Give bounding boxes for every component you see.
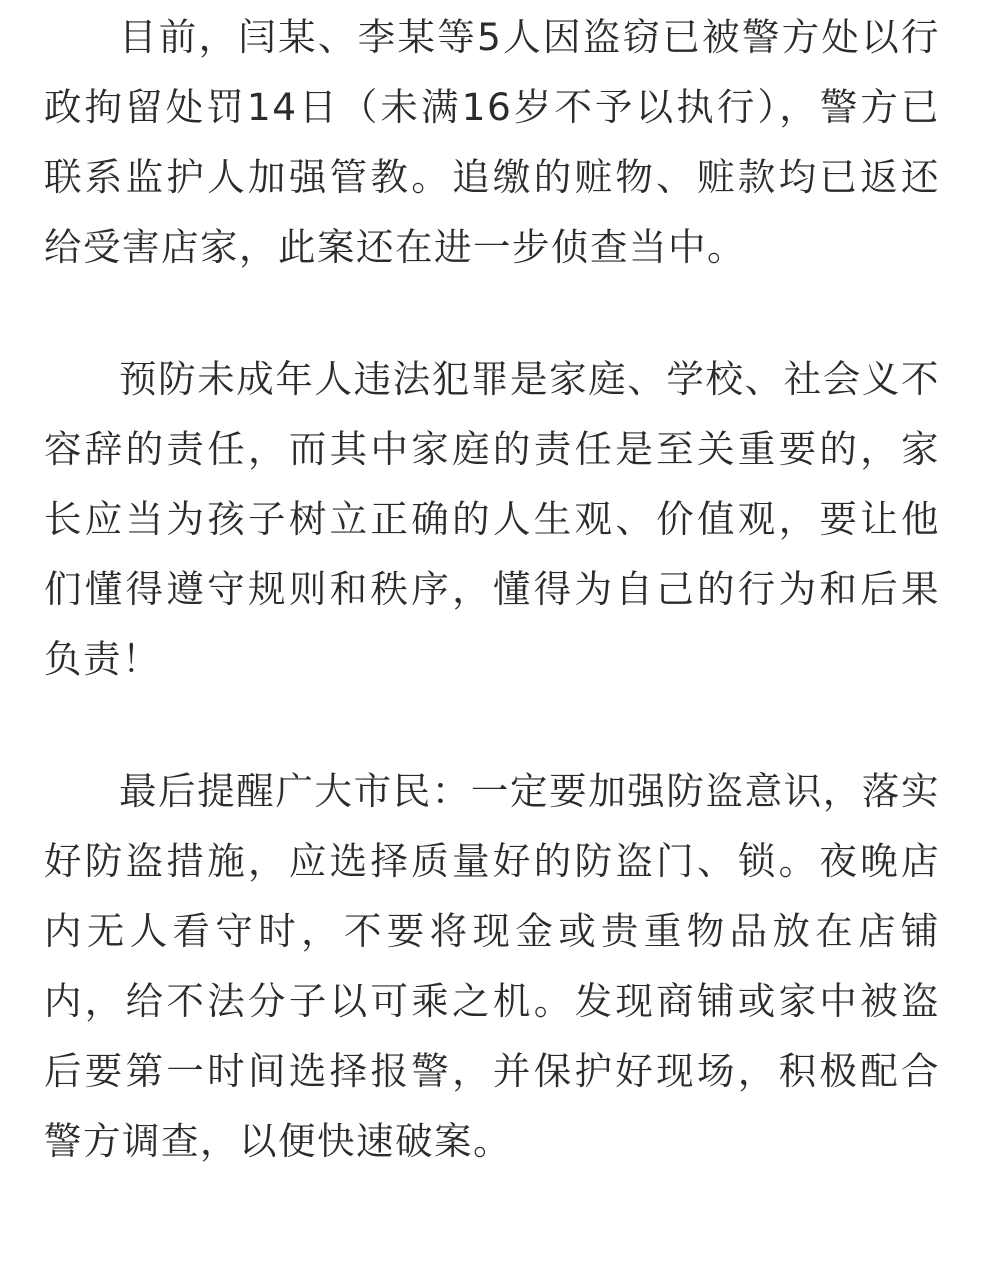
paragraph-case-status: 目前，闫某、李某等5人因盗窃已被警方处以行政拘留处罚14日（未满16岁不予以执行），警方已联系监护人加强管教。追缴的赃物、赃款均已返还给受害店家，此案还在进一步侦查当中。 bbox=[44, 15, 940, 269]
article-body bbox=[44, 0, 940, 1176]
paragraph-reminder: 最后提醒广大市民：一定要加强防盗意识，落实好防盗措施，应选择质量好的防盗门、锁。夜晚店内无人看守时，不要将现金或贵重物品放在店铺内，给不法分子以可乘之机。发现商铺或家中被盗后要第一时间选择报警，并保护好现场，积极配合警方调查，以便快速破案。 bbox=[44, 769, 940, 1163]
paragraph-prevention: 预防未成年人违法犯罪是家庭、学校、社会义不容辞的责任，而其中家庭的责任是至关重要的，家长应当为孩子树立正确的人生观、价值观，要让他们懂得遵守规则和秩序，懂得为自己的行为和后果负责！ bbox=[44, 357, 940, 681]
